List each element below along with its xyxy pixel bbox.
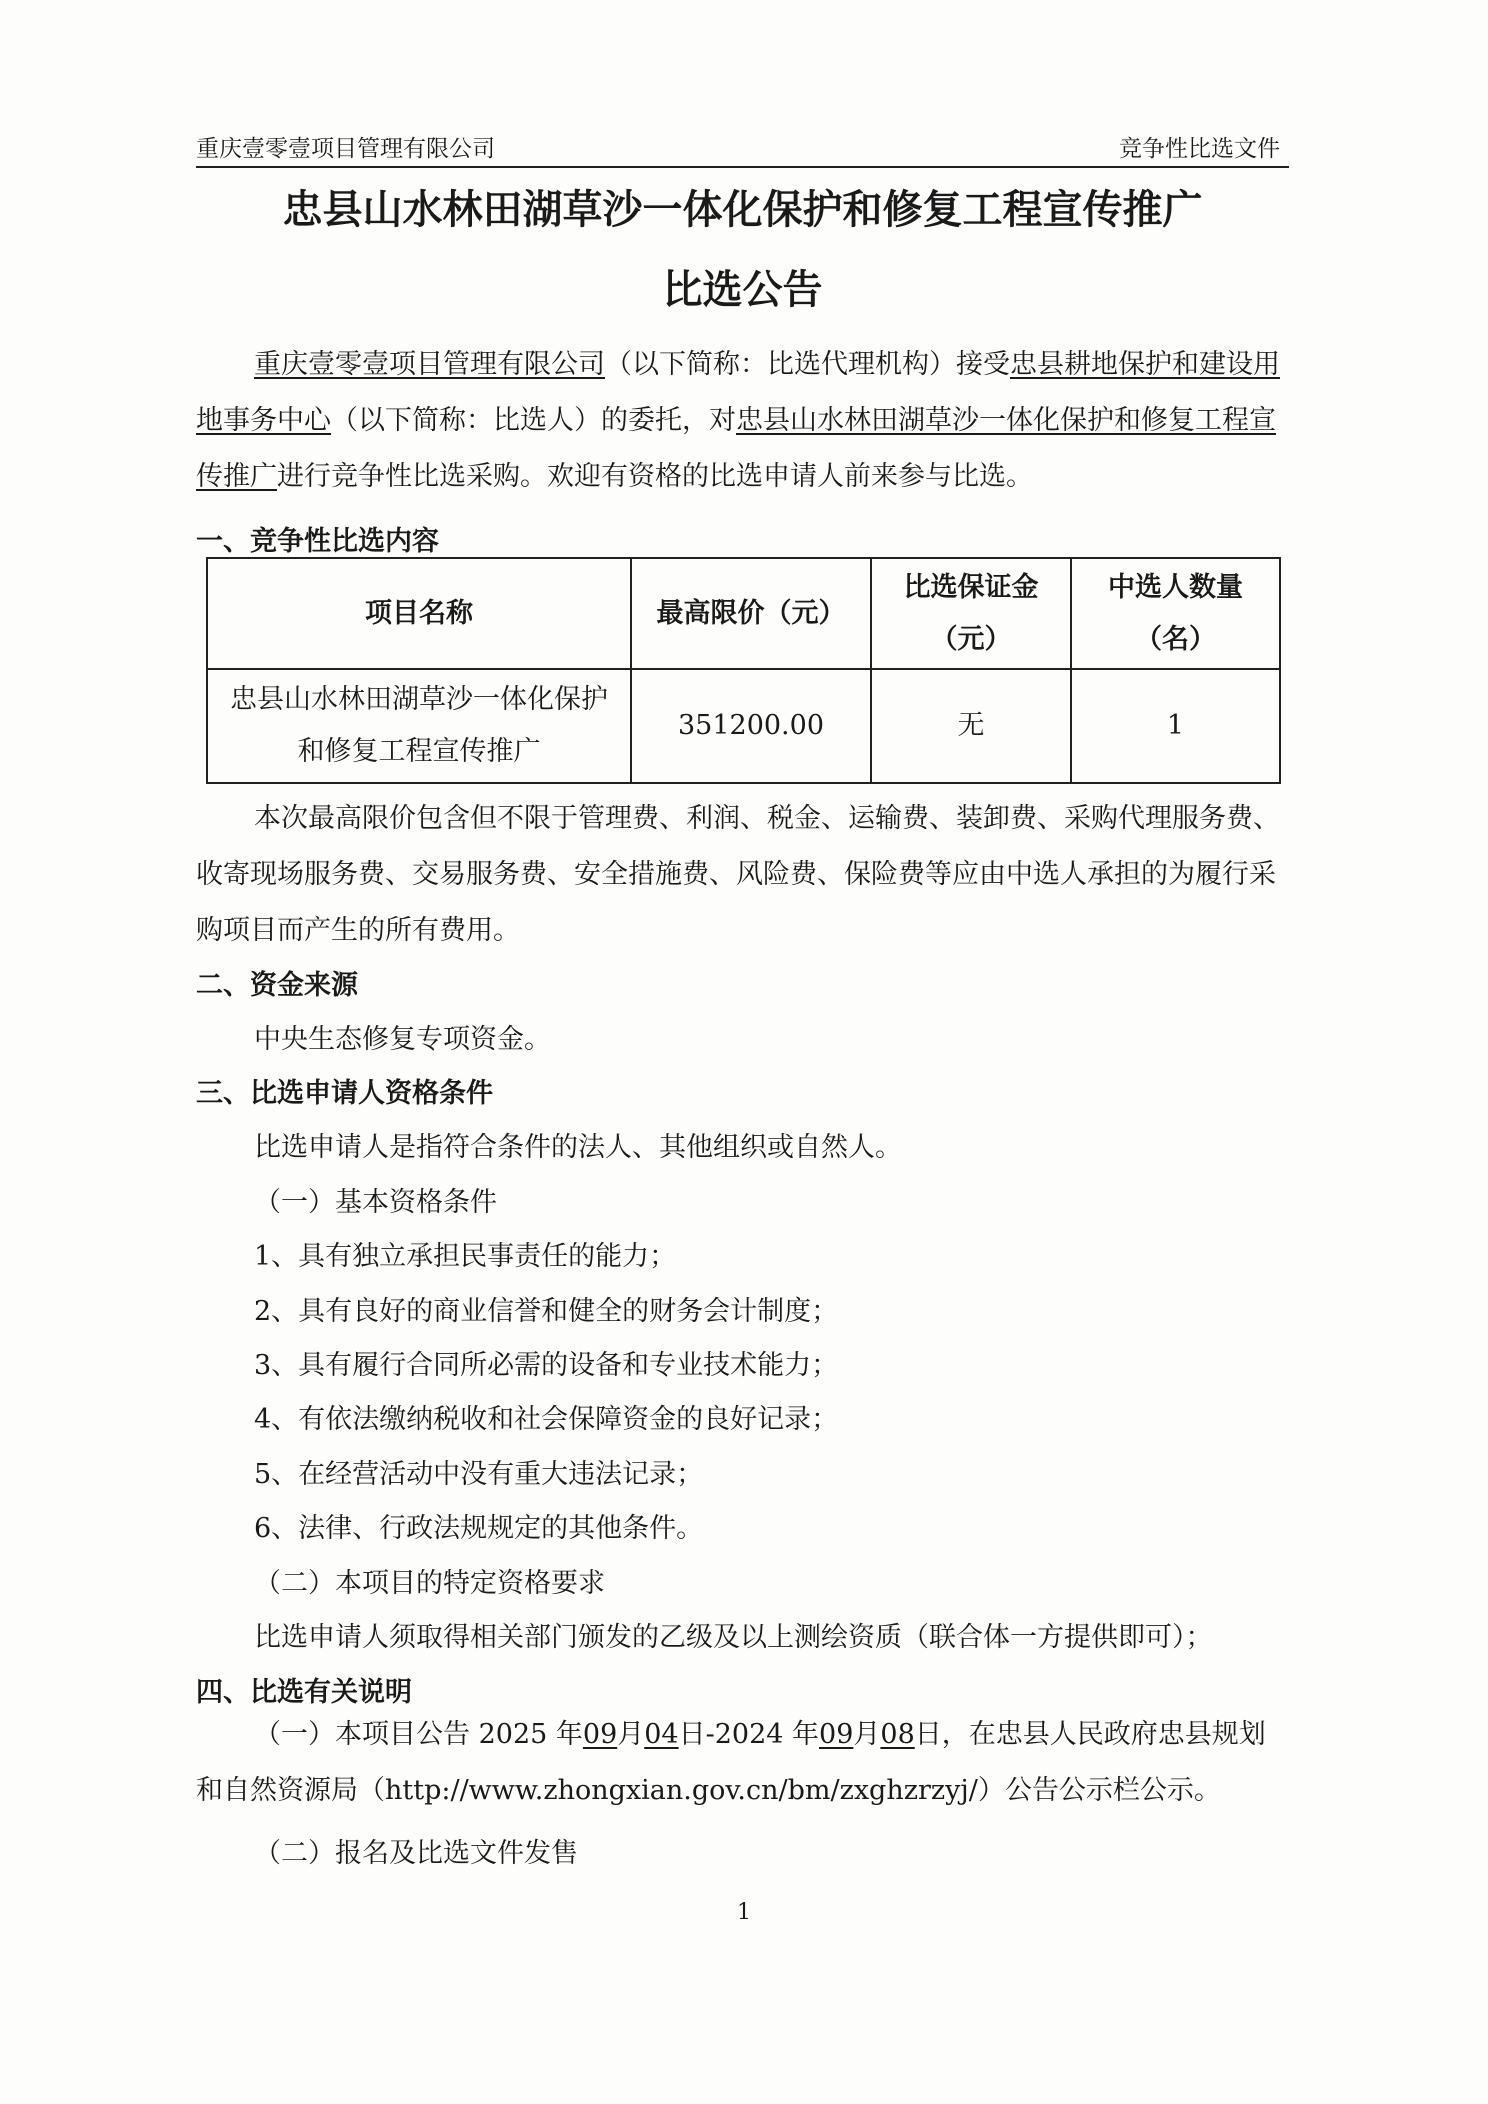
list-item: 2、具有良好的商业信誉和健全的财务会计制度； [254,1296,839,1327]
section-3-heading: 三、比选申请人资格条件 [196,1078,493,1109]
header-doc-type: 竞争性比选文件 [1119,136,1280,162]
header-rule [196,166,1289,168]
intro-part-2: （以下简称：比选人）的委托，对 [331,405,736,436]
list-item: 3、具有履行合同所必需的设备和专业技术能力； [254,1350,839,1381]
col-header-name: 项目名称 [207,558,631,669]
list-item: 4、有依法缴纳税收和社会保障资金的良好记录； [254,1404,839,1435]
bid-content-table [206,557,1281,784]
table-row [207,669,1280,783]
page-number: 1 [737,1900,751,1925]
cell-max-price: 351200.00 [631,669,871,783]
header-company: 重庆壹零壹项目管理有限公司 [196,136,495,162]
fund-source-text: 中央生态修复专项资金。 [254,1024,551,1055]
announcement-period-paragraph: （一）本项目公告 2025 年09月04日-2024 年09月08日，在忠县人民政府忠县规划和自然资源局（http://www.zhongxian.gov.cn/bm/zxghzrzyj/）公告公示栏公示。 [196,1719,1266,1806]
client-name: 忠县耕地保护和建设用地事务中心 [196,349,1280,436]
intro-part-3: 进行竞争性比选采购。欢迎有资格的比选申请人前来参与比选。 [277,461,1033,492]
list-item: 5、在经营活动中没有重大违法记录； [254,1459,704,1490]
section-4-heading: 四、比选有关说明 [196,1677,412,1708]
specific-qualification-text: 比选申请人须取得相关部门颁发的乙级及以上测绘资质（联合体一方提供即可）； [254,1622,1213,1653]
project-name: 忠县山水林田湖草沙一体化保护和修复工程宣传推广 [196,405,1276,492]
col-header-max-price: 最高限价（元） [631,558,871,669]
table-header-row [207,558,1280,669]
list-item: 1、具有独立承担民事责任的能力； [254,1241,677,1272]
intro-part-1: （以下简称：比选代理机构）接受 [605,349,1010,380]
list-item: 6、法律、行政法规规定的其他条件。 [254,1513,704,1544]
agent-name: 重庆壹零壹项目管理有限公司 [254,349,605,380]
qualification-text: 比选申请人是指符合条件的法人、其他组织或自然人。 [254,1132,902,1163]
price-note: 本次最高限价包含但不限于管理费、利润、税金、运输费、装卸费、采购代理服务费、收寄现场服务费、交易服务费、安全措施费、风险费、保险费等应由中选人承担的为履行采购项目而产生的所有费用。 [196,803,1280,946]
section-1-heading: 一、竞争性比选内容 [196,526,439,557]
registration-subheading: （二）报名及比选文件发售 [254,1838,578,1869]
title-line-1: 忠县山水林田湖草沙一体化保护和修复工程宣传推广 [282,187,1203,233]
basic-qualification-subheading: （一）基本资格条件 [254,1187,497,1218]
cell-deposit: 无 [871,669,1071,783]
col-header-deposit: 比选保证金 （元） [871,558,1071,669]
section-2-heading: 二、资金来源 [196,970,358,1001]
title-line-2: 比选公告 [662,267,823,313]
col-header-count: 中选人数量 （名） [1071,558,1280,669]
specific-qualification-subheading: （二）本项目的特定资格要求 [254,1568,605,1599]
cell-project-name: 忠县山水林田湖草沙一体化保护 和修复工程宣传推广 [207,669,631,783]
intro-paragraph [196,337,1289,505]
cell-count: 1 [1071,669,1280,783]
